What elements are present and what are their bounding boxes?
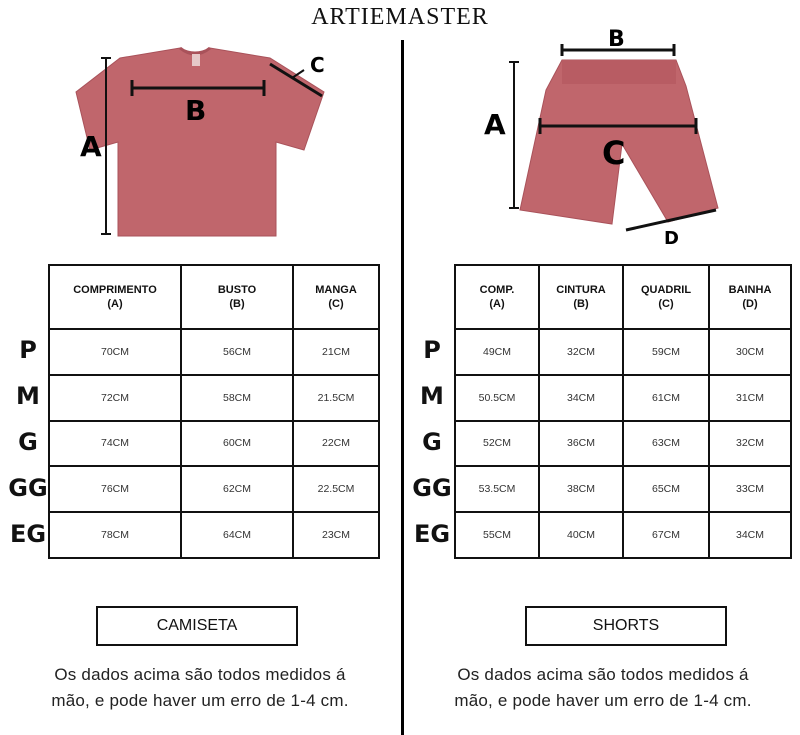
shorts-size-label: M — [420, 382, 444, 410]
shorts-measure-note: Os dados acima são todos medidos á mão, e pode haver um erro de 1-4 cm. — [454, 665, 752, 710]
table-cell: 52CM — [455, 421, 539, 467]
table-cell: 23CM — [293, 512, 379, 558]
shirt-size-table — [48, 264, 380, 559]
table-row — [49, 512, 379, 558]
shirt-size-label: G — [18, 428, 38, 456]
table-row — [49, 329, 379, 375]
table-header: BAINHA (D) — [709, 265, 791, 329]
table-cell: 21CM — [293, 329, 379, 375]
table-cell: 34CM — [539, 375, 623, 421]
shirt-size-label: M — [16, 382, 40, 410]
table-row — [49, 466, 379, 512]
table-cell: 76CM — [49, 466, 181, 512]
table-cell: 74CM — [49, 421, 181, 467]
tshirt-shape — [76, 48, 324, 236]
table-row — [455, 512, 791, 558]
table-cell: 65CM — [623, 466, 709, 512]
table-cell: 40CM — [539, 512, 623, 558]
table-cell: 64CM — [181, 512, 293, 558]
brand-title: ARTIEMASTER — [311, 4, 489, 30]
table-row — [49, 421, 379, 467]
shirt-measure-note: Os dados acima são todos medidos á mão, e pode haver um erro de 1-4 cm. — [51, 665, 349, 710]
shirt-size-label: EG — [9, 520, 47, 548]
table-row — [455, 421, 791, 467]
table-cell: 78CM — [49, 512, 181, 558]
table-cell: 63CM — [623, 421, 709, 467]
table-header: CINTURA (B) — [539, 265, 623, 329]
table-cell: 22CM — [293, 421, 379, 467]
shorts-size-label: GG — [412, 474, 452, 502]
tshirt-label-b: B — [185, 94, 207, 127]
tshirt-illustration — [70, 42, 340, 242]
table-row — [455, 466, 791, 512]
table-cell: 60CM — [181, 421, 293, 467]
shorts-label-b: B — [608, 27, 625, 52]
shirt-name-box: CAMISETA — [96, 606, 298, 646]
shorts-label-c: C — [602, 134, 626, 172]
table-cell: 32CM — [709, 421, 791, 467]
table-cell: 58CM — [181, 375, 293, 421]
table-cell: 21.5CM — [293, 375, 379, 421]
shorts-size-label: EG — [413, 520, 451, 548]
shorts-size-label: P — [423, 336, 441, 364]
table-cell: 70CM — [49, 329, 181, 375]
table-cell: 30CM — [709, 329, 791, 375]
shorts-label-a: A — [484, 108, 506, 141]
table-cell: 67CM — [623, 512, 709, 558]
center-divider — [401, 40, 404, 735]
table-cell: 33CM — [709, 466, 791, 512]
table-cell: 53.5CM — [455, 466, 539, 512]
table-cell: 72CM — [49, 375, 181, 421]
shorts-size-label: G — [422, 428, 442, 456]
table-header: QUADRIL (C) — [623, 265, 709, 329]
table-header: COMP. (A) — [455, 265, 539, 329]
table-row — [455, 329, 791, 375]
shirt-size-label: GG — [8, 474, 48, 502]
table-cell: 61CM — [623, 375, 709, 421]
shorts-label-d: D — [664, 228, 679, 246]
shorts-size-table — [454, 264, 792, 559]
table-cell: 55CM — [455, 512, 539, 558]
table-cell: 56CM — [181, 329, 293, 375]
table-header: BUSTO (B) — [181, 265, 293, 329]
table-cell: 31CM — [709, 375, 791, 421]
shorts-illustration — [480, 26, 740, 246]
table-cell: 49CM — [455, 329, 539, 375]
shirt-size-label: P — [19, 336, 37, 364]
table-row — [455, 375, 791, 421]
table-cell: 59CM — [623, 329, 709, 375]
table-cell: 34CM — [709, 512, 791, 558]
tshirt-label-c: C — [310, 53, 325, 77]
table-cell: 32CM — [539, 329, 623, 375]
tshirt-label-a: A — [80, 130, 102, 163]
shorts-name-box: SHORTS — [525, 606, 727, 646]
table-cell: 62CM — [181, 466, 293, 512]
table-cell: 38CM — [539, 466, 623, 512]
table-cell: 22.5CM — [293, 466, 379, 512]
table-cell: 50.5CM — [455, 375, 539, 421]
table-header: COMPRIMENTO (A) — [49, 265, 181, 329]
table-cell: 36CM — [539, 421, 623, 467]
table-header: MANGA (C) — [293, 265, 379, 329]
table-row — [49, 375, 379, 421]
